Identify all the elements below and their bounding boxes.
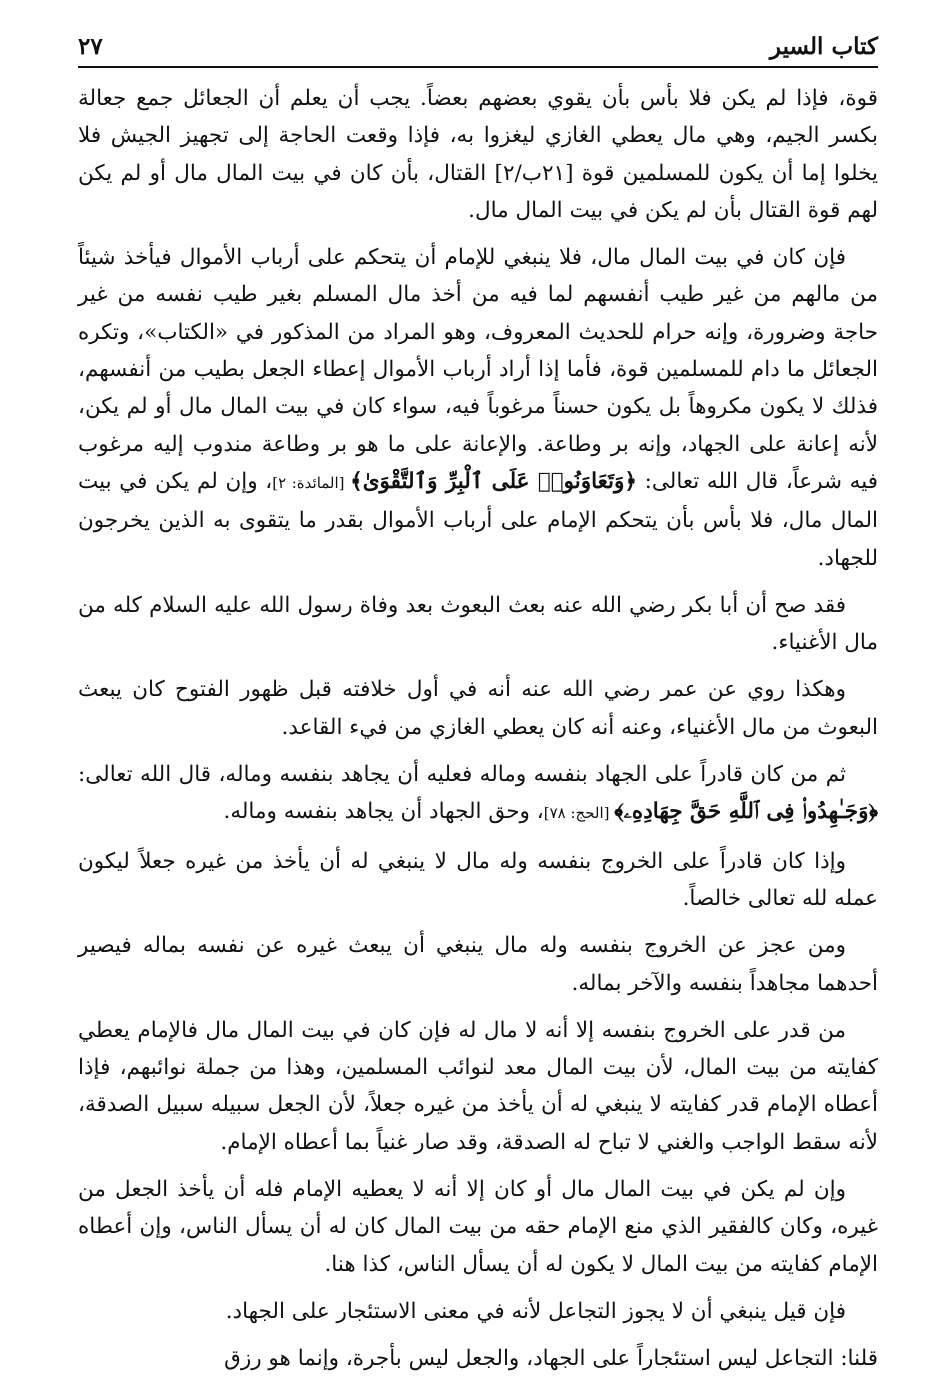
paragraph-text: ، وإن لم يكن في بيت المال مال، فلا بأس بأن يتحكم الإمام على أرباب الأموال بقدر ما يتقوى به الذين يخرجون للجهاد. bbox=[78, 468, 878, 571]
paragraph bbox=[78, 80, 878, 229]
paragraph bbox=[78, 1340, 878, 1377]
paragraph bbox=[78, 843, 878, 918]
verse-reference: [المائدة: ٢] bbox=[272, 473, 351, 492]
paragraph bbox=[78, 1293, 878, 1330]
page-number: ٢٧ bbox=[78, 32, 103, 60]
paragraph-text: ومن عجز عن الخروج بنفسه وله مال ينبغي أن يبعث غيره عن نفسه بماله فيصير أحدهما مجاهداً بنفسه والآخر بماله. bbox=[78, 933, 878, 996]
paragraph bbox=[78, 927, 878, 1002]
paragraph-text: وهكذا روي عن عمر رضي الله عنه أنه في أول خلافته قبل ظهور الفتوح كان يبعث البعوث من مال الأغنياء، وعنه أنه كان يعطي الغازي من فيء القاعد. bbox=[78, 677, 878, 740]
paragraph bbox=[78, 671, 878, 746]
paragraph-text: فقد صح أن أبا بكر رضي الله عنه بعث البعوث بعد وفاة رسول الله عليه السلام كله من مال الأغنياء. bbox=[78, 592, 878, 656]
paragraph-text: قوة، فإذا لم يكن فلا بأس بأن يقوي بعضهم بعضاً. يجب أن يعلم أن الجعائل جمع جعالة بكسر الجيم، وهي مال يعطي الغازي ليغزوا به، فإذا وقعت الحاجة إلى تجهيز الجيش فلا يخلوا إما أن يكون للمسلمين قوة [٢١ب/٢] القتال، بأن كان في بيت المال مال أو لم يكن لهم قوة القتال بأن لم يكن في بيت المال مال. bbox=[78, 86, 878, 223]
paragraph-text: فإن كان في بيت المال مال، فلا ينبغي للإمام أن يتحكم على أرباب الأموال فيأخذ شيئاً من مالهم من غير طيب أنفسهم لما فيه من أخذ مال المسلم بغير طيب نفسه من غير حاجة وضرورة، وإنه حرام للحديث المعروف، وهو المراد من المذكور في «الكتاب»، وتكره الجعائل ما دام للمسلمين قوة، فأما إذا أراد أرباب الأموال إعطاء الجعل بطيب من أنفسهم، فذلك لا يكون مكروهاً بل يكون حسناً مرغوباً فيه، سواء كان في بيت المال مال أو لم يكن، لأنه إعانة على الجهاد، وإنه بر وطاعة. والإعانة على ما هو بر وطاعة مندوب إليه مرغوب فيه شرعاً، قال الله تعالى: bbox=[78, 245, 878, 494]
paragraph-text: قلنا: التجاعل ليس استئجاراً على الجهاد، والجعل ليس بأجرة، وإنما هو رزق bbox=[224, 1346, 878, 1372]
paragraph-text: فإن قيل ينبغي أن لا يجوز التجاعل لأنه في معنى الاستئجار على الجهاد. bbox=[225, 1298, 846, 1324]
running-header bbox=[78, 28, 878, 64]
paragraph bbox=[78, 239, 878, 577]
paragraph-text: من قدر على الخروج بنفسه إلا أنه لا مال له فإن كان في بيت المال مال فالإمام يعطي كفايته من بيت المال، لأن بيت المال معد لنوائب المسلمين، وهذا من جملة نوائبهم، فإذا أعطاه الإمام قدر كفايته لا ينبغي له أن يأخذ من غيره جعلاً، لأن الجعل سبيله سبيل الصدقة، لأنه سقط الواجب والغني لا تباح له الصدقة، وقد صار غنياً بما أعطاه الإمام. bbox=[78, 1017, 878, 1155]
book-title: كتاب السير bbox=[769, 32, 878, 60]
paragraph-text: ، وحق الجهاد أن يجاهد بنفسه وماله. bbox=[223, 799, 544, 825]
body-text bbox=[78, 80, 878, 1388]
quran-verse: ﴿وَتَعَاوَنُوا۟ عَلَى ٱلْبِرِّ وَٱلتَّقْوَىٰ﴾ bbox=[350, 468, 637, 494]
paragraph-text: ثم من كان قادراً على الجهاد بنفسه وماله فعليه أن يجاهد بنفسه وماله، قال الله تعالى: bbox=[78, 762, 846, 788]
header-rule bbox=[78, 66, 878, 68]
paragraph bbox=[78, 587, 878, 662]
paragraph bbox=[78, 756, 878, 833]
paragraph bbox=[78, 1171, 878, 1283]
paragraph bbox=[78, 1012, 878, 1161]
verse-reference: [الحج: ٧٨] bbox=[543, 804, 615, 823]
paragraph-text: وإن لم يكن في بيت المال مال أو كان إلا أنه لا يعطيه الإمام فله أن يأخذ الجعل من غيره، وكان كالفقير الذي منع الإمام حقه من بيت المال كان له أن يسأل الناس، وإن أعطاه الإمام كفايته من بيت المال لا يكون له أن يسأل الناس، كذا هنا. bbox=[78, 1177, 878, 1277]
quran-verse: ﴿وَجَـٰهِدُوا۟ فِى ٱللَّهِ حَقَّ جِهَادِهِۦ﴾ bbox=[614, 799, 878, 825]
paragraph-text: وإذا كان قادراً على الخروج بنفسه وله مال لا ينبغي له أن يأخذ من غيره جعلاً ليكون عمله لله تعالى خالصاً. bbox=[78, 848, 878, 911]
